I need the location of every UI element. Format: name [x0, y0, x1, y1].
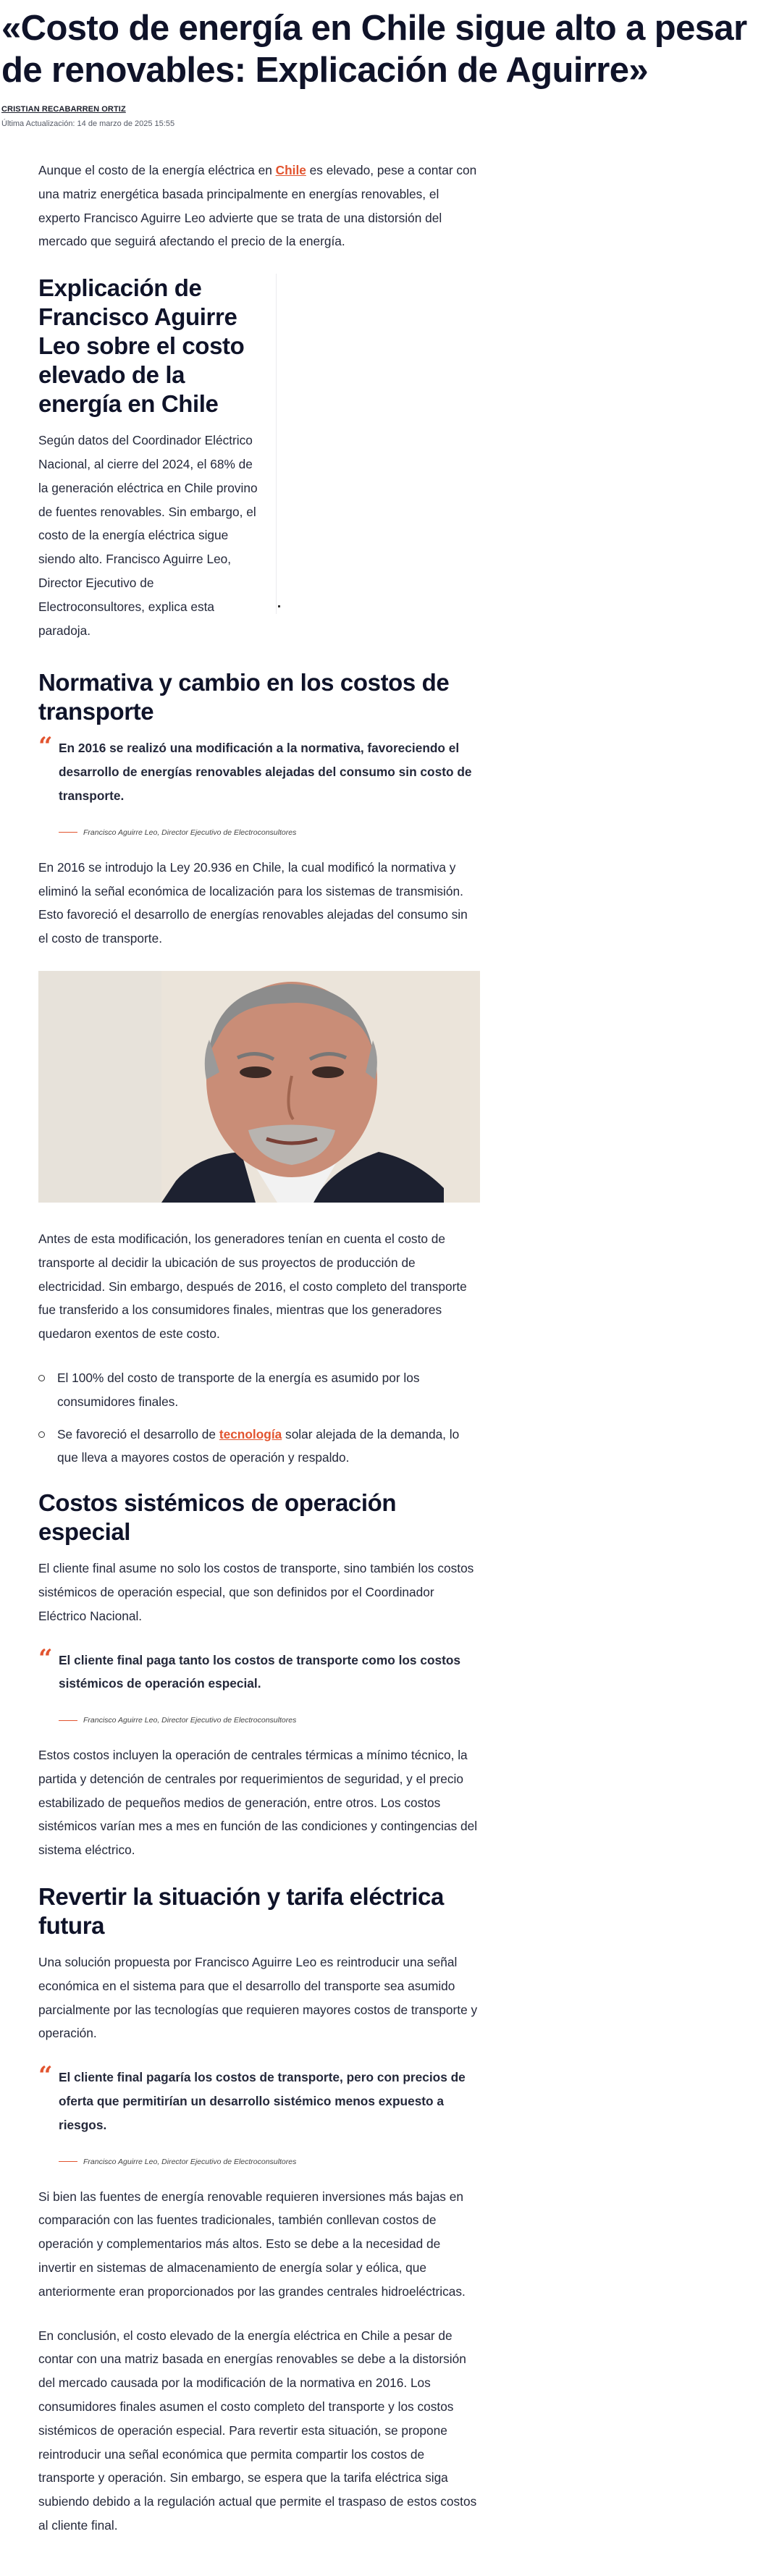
- paragraph-antes: Antes de esta modificación, los generadores tenían en cuenta el costo de transporte al decidir la ubicación de sus proyectos de producción de electricidad. Sin embargo, después de 2016, el costo completo del transporte fue transferido a los consumidores finales, mientras que los generadores quedaron exentos de este costo.: [38, 1231, 467, 1342]
- section-paragraph-explanation: Según datos del Coordinador Eléctrico Nacional, al cierre del 2024, el 68% de la generación eléctrica en Chile provino de fuentes renovables. Sin embargo, el costo de la energía eléctrica sigue siendo alto. Francisco Aguirre Leo, Director Ejecutivo de Electroconsultores, explica esta paradoja.: [38, 433, 258, 638]
- quote-source: [59, 2158, 480, 2166]
- column-marker: [278, 605, 280, 607]
- quote-source: [59, 828, 480, 837]
- quote-mark-icon: “: [38, 732, 53, 762]
- quote-source-line: [59, 2161, 77, 2162]
- quote-text: En 2016 se realizó una modificación a la normativa, favoreciendo el desarrollo de energías renovables alejadas del consumo sin costo de transporte.: [59, 741, 472, 803]
- paragraph-renovables: Si bien las fuentes de energía renovable requieren inversiones más bajas en comparación con las fuentes tradicionales, también conllevan costos de operación y complementarios más altos. Esto se debe a la necesidad de invertir en sistemas de almacenamiento de energía solar y eólica, que anteriormente eran proporcionados por las grandes centrales hidroeléctricas.: [38, 2189, 466, 2299]
- quote-source-line: [59, 832, 77, 833]
- section-explanation: [38, 274, 277, 642]
- quote-text: El cliente final pagaría los costos de transporte, pero con precios de oferta que permitirían un desarrollo sistémico menos expuesto a riesgos.: [59, 2070, 466, 2132]
- pull-quote: [38, 1643, 480, 1725]
- section-heading-costos: Costos sistémicos de operación especial: [38, 1489, 397, 1546]
- quote-mark-icon: “: [38, 1643, 53, 1673]
- bullet-item: [38, 1423, 480, 1470]
- pull-quote: [38, 732, 480, 837]
- chile-link[interactable]: Chile: [275, 163, 306, 177]
- paragraph-conclusion: En conclusión, el costo elevado de la energía eléctrica en Chile a pesar de contar con una matriz basada en energías renovables se debe a la distorsión del mercado causada por la modificación de la normativa en 2016. Los consumidores finales asumen el costo completo del transporte y los costos sistémicos de operación especial. Para revertir esta situación, se propone reintroducir una señal económica que permita compartir los costos de transporte y operación. Sin embargo, se espera que la tarifa eléctrica siga subiendo debido a la regulación actual que permite el traspaso de estos costos al cliente final.: [38, 2328, 477, 2533]
- quote-source-text: Francisco Aguirre Leo, Director Ejecutivo de Electroconsultores: [83, 828, 297, 837]
- paragraph-costos-incluyen: Estos costos incluyen la operación de centrales térmicas a mínimo técnico, la partida y detención de centrales por requerimientos de seguridad, y el precio estabilizado de pequeños medios de generación, entre otros. Los costos sistémicos varían mes a mes en función de las condiciones y contingencias del sistema eléctrico.: [38, 1748, 478, 1858]
- article-headline: «Costo de energía en Chile sigue alto a pesar de renovables: Explicación de Aguirre»: [1, 9, 747, 90]
- bullet-text-before: Se favoreció el desarrollo de: [57, 1426, 219, 1441]
- pull-quote: [38, 2061, 480, 2166]
- quote-source-text: Francisco Aguirre Leo, Director Ejecutivo de Electroconsultores: [83, 1716, 297, 1725]
- intro-text-after: es elevado, pese a contar con una matriz energética basada principalmente en energías renovables, el experto Francisco Aguirre Leo advierte que se trata de una distorsión del mercado que seguirá afectando el precio de la energía.: [38, 163, 477, 249]
- paragraph-solucion: Una solución propuesta por Francisco Aguirre Leo es reintroducir una señal económica en el sistema para que el desarrollo del transporte sea asumido parcialmente por las tecnologías que requieren mayores costos de transporte y operación.: [38, 1955, 478, 2041]
- section-heading-explanation: Explicación de Francisco Aguirre Leo sobre el costo elevado de la energía en Chile: [38, 274, 245, 418]
- quote-source-text: Francisco Aguirre Leo, Director Ejecutivo de Electroconsultores: [83, 2157, 297, 2166]
- section-heading-revertir: Revertir la situación y tarifa eléctrica futura: [38, 1883, 444, 1940]
- intro-text-before: Aunque el costo de la energía eléctrica en: [38, 163, 276, 177]
- tecnologia-link[interactable]: tecnología: [219, 1426, 282, 1441]
- quote-source: [59, 1716, 480, 1725]
- author-link[interactable]: CRISTIAN RECABARREN ORTIZ: [1, 105, 126, 114]
- portrait-image: [38, 971, 480, 1203]
- quote-text: El cliente final paga tanto los costos de transporte como los costos sistémicos de operación especial.: [59, 1652, 461, 1691]
- quote-source-line: [59, 1720, 77, 1721]
- intro-paragraph: [38, 159, 480, 253]
- bullet-item: El 100% del costo de transporte de la energía es asumido por los consumidores finales.: [38, 1366, 480, 1414]
- quote-mark-icon: “: [38, 2061, 53, 2091]
- column-divider: [276, 274, 277, 614]
- article-body: [38, 159, 480, 2538]
- section-heading-normativa: Normativa y cambio en los costos de transporte: [38, 669, 450, 725]
- paragraph-cliente: El cliente final asume no solo los costos de transporte, sino también los costos sistémicos de operación especial, que son definidos por el Coordinador Eléctrico Nacional.: [38, 1561, 474, 1623]
- bullet-list: [38, 1366, 480, 1470]
- paragraph-ley: En 2016 se introdujo la Ley 20.936 en Chile, la cual modificó la normativa y eliminó la señal económica de localización para los sistemas de transmisión. Esto favoreció el desarrollo de energías renovables alejadas del consumo sin el costo de transporte.: [38, 859, 468, 946]
- bullet-text-after: solar alejada de la demanda, lo que lleva a mayores costos de operación y respaldo.: [57, 1426, 460, 1465]
- portrait-photo: [38, 971, 480, 1203]
- last-updated: Última Actualización: 14 de marzo de 2025 15:55: [1, 119, 175, 128]
